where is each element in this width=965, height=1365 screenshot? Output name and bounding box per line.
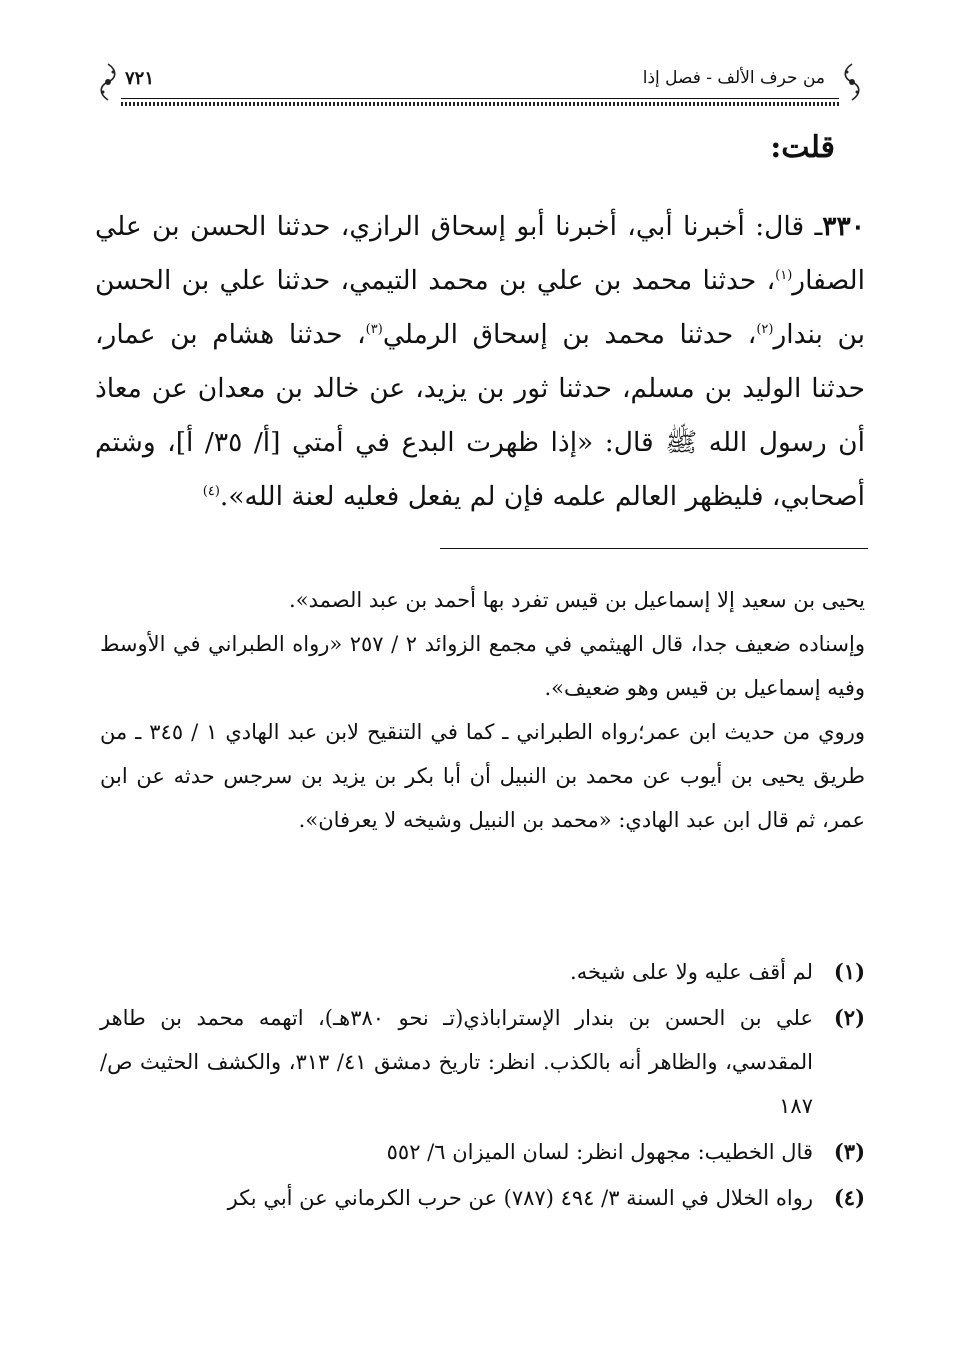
- footnote-text: قال الخطيب: مجهول انظر: لسان الميزان ٦/ ٥٥٢: [386, 1140, 813, 1164]
- running-title: من حرف الألف - فصل إذا: [642, 68, 825, 88]
- footnotes: [100, 950, 865, 1222]
- footnote-ref-3[interactable]: (٣): [365, 322, 383, 338]
- note-paragraph: وإسناده ضعيف جدا، قال الهيثمي في مجمع الزوائد ٢ / ٢٥٧ «رواه الطبراني في الأوسط وفيه إسماعيل بن قيس وهو ضعيف».: [100, 632, 865, 700]
- note-paragraph: وروي من حديث ابن عمر؛رواه الطبراني ـ كما في التنقيح لابن عبد الهادي ١ / ٣٤٥ ـ من طريق يحيى بن أيوب عن محمد بن النبيل أن أبا بكر بن يزيد بن سرجس حدثه عن ابن عمر، ثم قال ابن عبد الهادي: «محمد بن النبيل وشيخه لا يعرفان».: [100, 720, 865, 832]
- footnote-item: [100, 950, 865, 994]
- header-rule: [121, 98, 839, 99]
- footnote-divider: [440, 548, 868, 549]
- footnote-item: [100, 1130, 865, 1174]
- footnote-item: [100, 996, 865, 1128]
- hadith-text-part3: ، حدثنا محمد بن إسحاق الرملي: [382, 319, 757, 350]
- header-ornamental-rule: [121, 102, 839, 106]
- continued-notes: [100, 578, 865, 842]
- footnote-item: [100, 1176, 865, 1220]
- note-paragraph: يحيى بن سعيد إلا إسماعيل بن قيس تفرد بها أحمد بن عبد الصمد».: [289, 588, 865, 612]
- footnote-mark: (١): [833, 959, 865, 984]
- hadith-number: ٣٣٠: [822, 211, 865, 242]
- footnote-text: رواه الخلال في السنة ٣/ ٤٩٤ (٧٨٧) عن حرب الكرماني عن أبي بكر: [227, 1186, 813, 1210]
- ornament-right-icon: [839, 62, 865, 102]
- hadith-text-part2: ، حدثنا محمد بن علي بن محمد التيمي، حدثنا علي بن الحسن بن بندار: [95, 265, 866, 350]
- page-number: ٧٢١: [125, 68, 155, 89]
- section-heading: قلت:: [770, 130, 835, 165]
- footnote-text: لم أقف عليه ولا على شيخه.: [570, 960, 813, 984]
- footnote-mark: (٢): [833, 1005, 865, 1030]
- footnote-mark: (٣): [833, 1139, 865, 1164]
- hadith-text-part4: ، حدثنا هشام بن عمار، حدثنا الوليد بن مسلم، حدثنا ثور بن يزيد، عن خالد بن معدان عن معاذ أن رسول الله ﷺ قال: «إذا ظهرت البدع في أمتي [أ/ ٣٥/ أ]، وشتم أصحابي، فليظهر العالم علمه فإن لم يفعل فعليه لعنة الله».: [95, 319, 866, 512]
- page-header: [95, 62, 865, 110]
- footnote-ref-1[interactable]: (١): [775, 268, 793, 284]
- hadith-text: [95, 200, 865, 524]
- footnote-ref-2[interactable]: (٢): [756, 322, 774, 338]
- footnote-text: علي بن الحسن بن بندار الإستراباذي(تـ نحو ٣٨٠هـ)، اتهمه محمد بن طاهر المقدسي، والظاهر أنه بالكذب. انظر: تاريخ دمشق ٤١/ ٣١٣، والكشف الحثيث ص/ ١٨٧: [100, 1006, 813, 1118]
- ornament-left-icon: [95, 62, 121, 102]
- hadith-text-part1: ـ قال: أخبرنا أبي، أخبرنا أبو إسحاق الرازي، حدثنا الحسن بن علي الصفار: [95, 211, 865, 296]
- footnote-mark: (٤): [833, 1185, 865, 1210]
- footnote-ref-4[interactable]: (٤): [202, 484, 220, 500]
